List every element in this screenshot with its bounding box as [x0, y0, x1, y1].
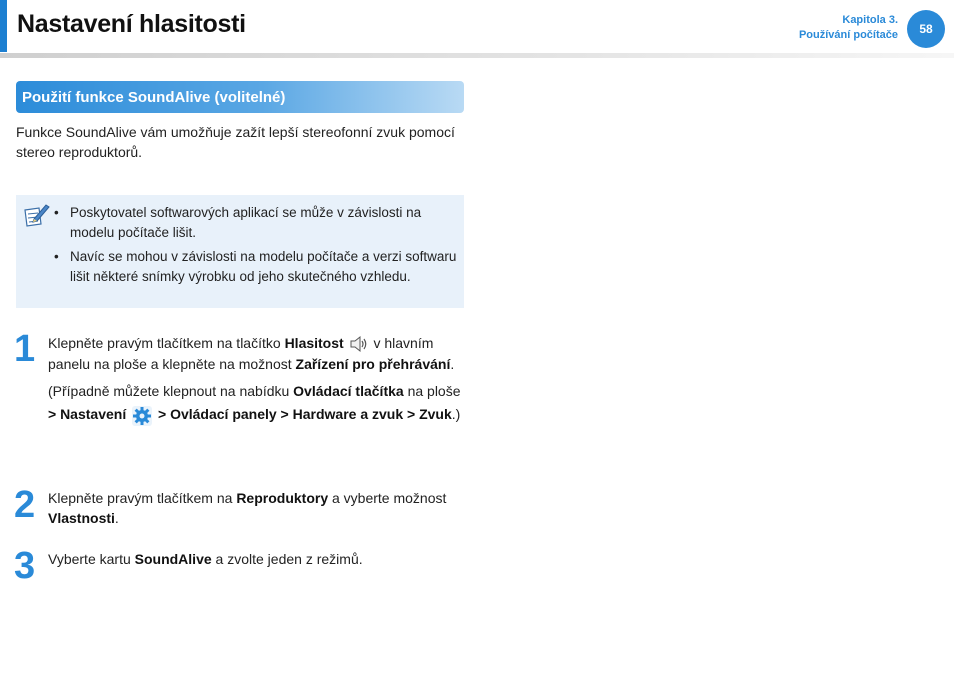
- gear-icon: [130, 404, 154, 428]
- step-text-part: v hlavním panelu na ploše a klepněte na možnost: [48, 335, 434, 373]
- step-text: [48, 549, 464, 569]
- settings-label: > Nastavení: [48, 406, 127, 423]
- page-number-badge: 58: [907, 10, 945, 48]
- step-text-part: .): [451, 406, 461, 423]
- step-text-part: Vyberte kartu: [48, 551, 135, 567]
- step-text-part: na ploše: [403, 383, 461, 400]
- step-text-part: Klepněte pravým tlačítkem na tlačítko: [48, 335, 285, 351]
- speakers-label: Reproduktory: [236, 490, 329, 506]
- step-text-part: a zvolte jeden z režimů.: [211, 551, 363, 567]
- intro-paragraph: Funkce SoundAlive vám umožňuje zažít lepší stereofonní zvuk pomocí stereo reproduktorů.: [16, 124, 455, 160]
- charms-label: Ovládací tlačítka: [293, 383, 404, 400]
- step-1: [48, 333, 464, 428]
- note-pencil-icon: [22, 201, 50, 229]
- step-3: [48, 549, 464, 569]
- step-text-part: Klepněte pravým tlačítkem na: [48, 490, 237, 506]
- control-panel-path: > Ovládací panely > Hardware a zvuk > Zvuk: [154, 406, 452, 423]
- properties-label: Vlastnosti: [48, 510, 115, 526]
- note-item: [54, 203, 460, 243]
- note-text: Navíc se mohou v závislosti na modelu počítače a verzi softwaru lišit některé snímky výrobku od jeho skutečného vzhledu.: [70, 249, 457, 284]
- page-title: Nastavení hlasitosti: [17, 10, 246, 38]
- note-box: [16, 195, 464, 308]
- step-subtext: [48, 380, 464, 427]
- chapter-number: Kapitola 3.: [842, 14, 898, 26]
- step-number: 2: [14, 484, 36, 526]
- note-item: [54, 247, 460, 287]
- step-text-part: a vyberte možnost: [328, 490, 447, 506]
- note-text: Poskytovatel softwarových aplikací se může v závislosti na modelu počítače lišit.: [70, 205, 422, 240]
- header-accent-bar: [0, 0, 7, 52]
- step-2: [48, 488, 464, 528]
- step-number: 3: [14, 545, 36, 587]
- bullet: •: [54, 249, 59, 264]
- bullet: •: [54, 205, 59, 220]
- step-text-part: .: [114, 510, 119, 526]
- header-divider: [0, 53, 954, 58]
- step-text: [48, 333, 464, 374]
- step-number: 1: [14, 328, 36, 370]
- step-text: [48, 488, 464, 528]
- volume-label: Hlasitost: [284, 335, 344, 351]
- chapter-label[interactable]: [799, 13, 898, 43]
- section-heading: Použití funkce SoundAlive (volitelné): [16, 81, 464, 113]
- note-list: [54, 203, 460, 291]
- speaker-icon: [348, 334, 370, 354]
- soundalive-tab-label: SoundAlive: [134, 551, 212, 567]
- step-text-part: .: [450, 356, 455, 373]
- playback-devices-label: Zařízení pro přehrávání: [295, 356, 451, 373]
- step-text-part: (Případně můžete klepnout na nabídku: [48, 383, 294, 400]
- chapter-title: Používání počítače: [798, 29, 898, 41]
